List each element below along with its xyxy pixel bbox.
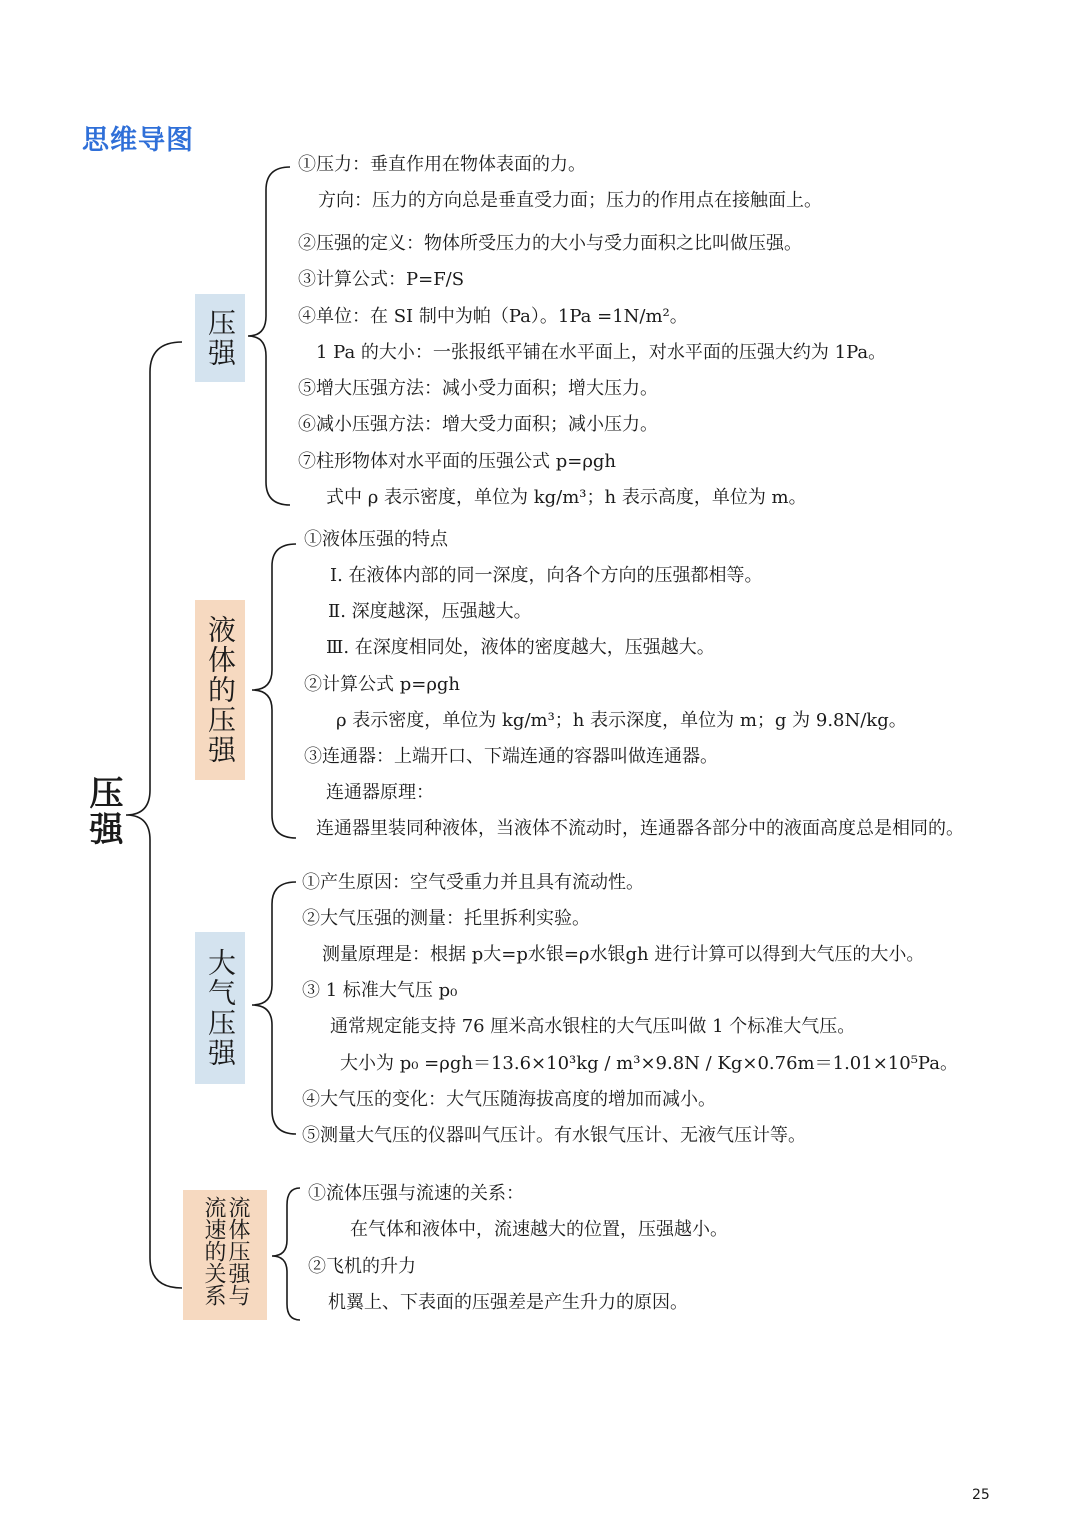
list-item: ②计算公式 p=ρgh	[304, 674, 461, 695]
page-title: 思维导图	[82, 125, 194, 156]
category-label: 流体压强与流速的关系	[201, 1196, 250, 1306]
section-brace-4	[272, 1188, 300, 1320]
root-brace	[126, 342, 182, 1288]
list-item: 在气体和液体中，流速越大的位置，压强越小。	[350, 1219, 728, 1240]
list-item: 测量原理是：根据 p大=p水银=ρ水银gh 进行计算可以得到大气压的大小。	[322, 944, 925, 965]
list-item: ①流体压强与流速的关系：	[308, 1183, 524, 1204]
list-item: 式中 ρ 表示密度，单位为 kg/m³；h 表示高度，单位为 m。	[326, 487, 807, 508]
list-item: ③连通器：上端开口、下端连通的容器叫做连通器。	[304, 746, 718, 767]
category-box-liquid-pressure	[195, 600, 245, 780]
page-number: 25	[972, 1487, 990, 1503]
list-item: ④大气压的变化：大气压随海拔高度的增加而减小。	[302, 1089, 716, 1110]
list-item: 连通器里装同种液体，当液体不流动时，连通器各部分中的液面高度总是相同的。	[316, 818, 964, 839]
list-item: Ⅰ. 在液体内部的同一深度，向各个方向的压强都相等。	[330, 565, 763, 586]
list-item: ①压力：垂直作用在物体表面的力。	[298, 154, 586, 175]
section-brace-3	[252, 882, 296, 1134]
list-item: ②压强的定义：物体所受压力的大小与受力面积之比叫做压强。	[298, 233, 802, 254]
list-item: ⑤测量大气压的仪器叫气压计。有水银气压计、无液气压计等。	[302, 1125, 806, 1146]
section-brace-2	[252, 544, 296, 838]
category-box-pressure	[195, 294, 245, 382]
list-item: ⑤增大压强方法：减小受力面积；增大压力。	[298, 378, 658, 399]
category-label: 大气压强	[204, 948, 237, 1068]
root-label: 压强	[83, 775, 123, 847]
list-item: Ⅱ. 深度越深，压强越大。	[328, 601, 532, 622]
list-item: ③ 1 标准大气压 p₀	[302, 980, 458, 1001]
list-item: 机翼上、下表面的压强差是产生升力的原因。	[328, 1292, 688, 1313]
list-item: ③计算公式：P=F/S	[298, 269, 465, 290]
list-item: ρ 表示密度，单位为 kg/m³；h 表示深度，单位为 m；g 为 9.8N/kg。	[336, 710, 907, 731]
list-item: ⑦柱形物体对水平面的压强公式 p=ρgh	[298, 451, 617, 472]
list-item: 连通器原理：	[326, 782, 434, 803]
list-item: Ⅲ. 在深度相同处，液体的密度越大，压强越大。	[326, 637, 715, 658]
list-item: 1 Pa 的大小：一张报纸平铺在水平面上，对水平面的压强大约为 1Pa。	[316, 342, 887, 363]
list-item: ①产生原因：空气受重力并且具有流动性。	[302, 872, 644, 893]
list-item: 大小为 p₀ =ρgh＝13.6×10³kg / m³×9.8N / Kg×0.76m＝1.01×10⁵Pa。	[340, 1053, 958, 1074]
list-item: ②大气压强的测量：托里拆利实验。	[302, 908, 590, 929]
category-label: 液体的压强	[204, 615, 237, 765]
category-box-fluid-flow	[183, 1190, 267, 1320]
list-item: 方向：压力的方向总是垂直受力面；压力的作用点在接触面上。	[318, 190, 822, 211]
list-item: ①液体压强的特点	[304, 529, 448, 550]
list-item: ②飞机的升力	[308, 1256, 416, 1277]
category-box-atmospheric-pressure	[195, 932, 245, 1084]
category-label: 压强	[204, 308, 237, 368]
list-item: ④单位：在 SI 制中为帕（Pa）。1Pa =1N/m²。	[298, 306, 688, 327]
list-item: ⑥减小压强方法：增大受力面积；减小压力。	[298, 414, 658, 435]
section-brace-1	[248, 167, 290, 505]
list-item: 通常规定能支持 76 厘米高水银柱的大气压叫做 1 个标准大气压。	[330, 1016, 856, 1037]
